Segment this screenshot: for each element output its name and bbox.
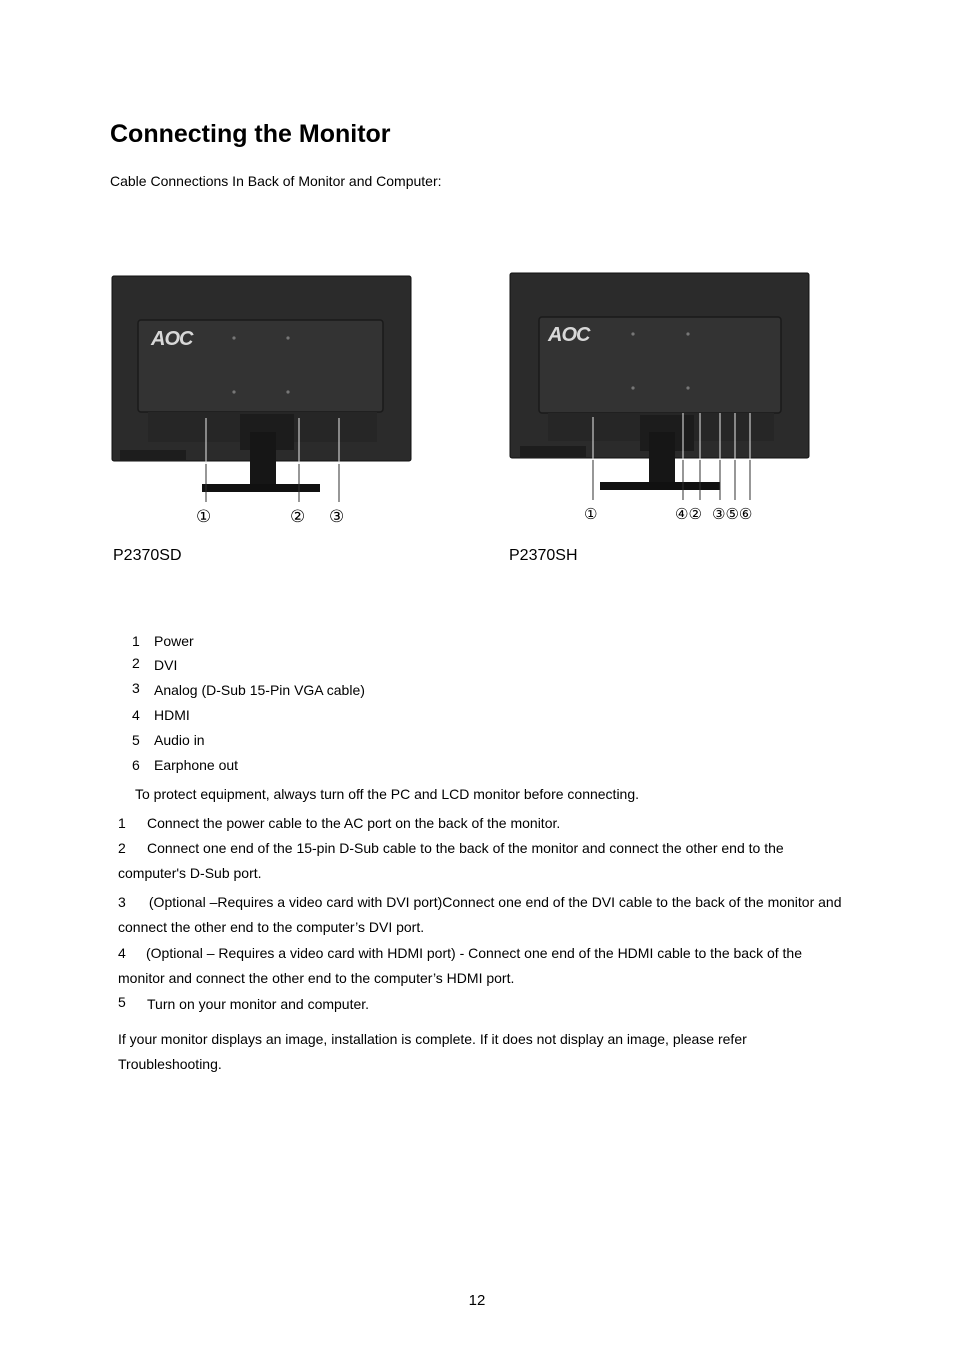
step-item: 2 Connect one end of the 15-pin D-Sub cable to the back of the monitor and connect the other end to the computer's D-Sub port. xyxy=(118,840,784,881)
model-label-right: P2370SH xyxy=(509,547,578,564)
step-item: 5 Turn on your monitor and computer. xyxy=(118,994,370,1012)
callout-right-1: ① xyxy=(584,505,598,523)
step-item: 3 (Optional –Requires a video card with DVI port)Connect one end of the DVI cable to the back of the monitor and connect the other end to the computer’s DVI port. xyxy=(118,894,842,935)
page-title: Connecting the Monitor xyxy=(110,120,391,148)
model-label-left: P2370SD xyxy=(113,547,182,564)
callout-right-4-2: ④② xyxy=(675,505,702,523)
monitor-back-image-right xyxy=(508,270,814,500)
page-subtitle: Cable Connections In Back of Monitor and Computer: xyxy=(110,173,442,189)
legend-item: 3 Analog (D-Sub 15-Pin VGA cable) xyxy=(132,680,365,698)
page-number: 12 xyxy=(468,1292,486,1309)
aoc-logo: AOC xyxy=(548,324,590,346)
closing-text: If your monitor displays an image, installation is complete. If it does not display an image, please refer Troubleshooting. xyxy=(118,1031,747,1072)
aoc-logo: AOC xyxy=(151,328,193,350)
legend-item: 5 Audio in xyxy=(132,732,205,748)
callout-right-3-5-6: ③⑤⑥ xyxy=(712,505,753,523)
legend-item: 2 DVI xyxy=(132,655,178,673)
legend-item: 1 Power xyxy=(132,633,194,649)
step-item: 1 Connect the power cable to the AC port on the back of the monitor. xyxy=(118,815,561,831)
legend-item: 4 HDMI xyxy=(132,707,190,723)
legend-item: 6 Earphone out xyxy=(132,757,239,773)
callout-left-3: ③ xyxy=(329,507,345,527)
callout-left-1: ① xyxy=(196,507,212,527)
monitor-back-image-left xyxy=(110,272,416,502)
warning-text: To protect equipment, always turn off the PC and LCD monitor before connecting. xyxy=(135,786,640,802)
step-item: 4 (Optional – Requires a video card with HDMI port) - Connect one end of the HDMI cable to the back of the monitor and connect the other end to the computer’s HDMI port. xyxy=(118,945,802,986)
callout-left-2: ② xyxy=(290,507,306,527)
